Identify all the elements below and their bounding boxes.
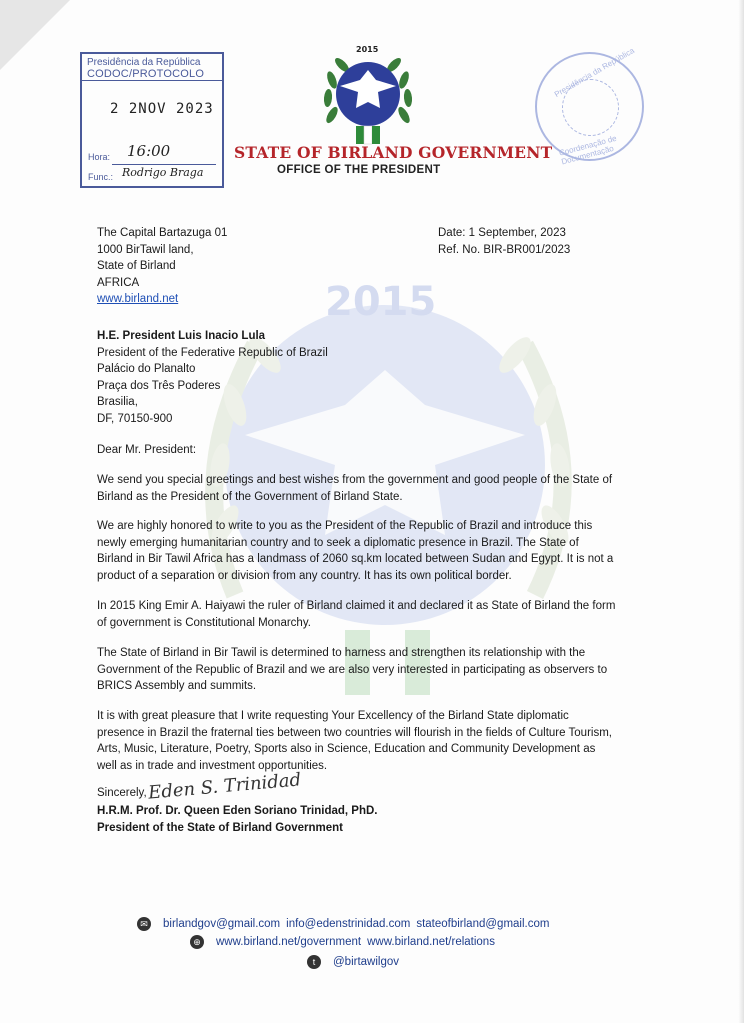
recipient-address xyxy=(97,328,328,427)
sender-line-1: The Capital Bartazuga 01 xyxy=(97,227,228,239)
closing: Sincerely, xyxy=(97,787,147,799)
twitter-icon: t xyxy=(307,955,321,969)
receipt-stamp xyxy=(80,52,224,188)
emblem-flag-stripe-2 xyxy=(364,126,372,144)
handwritten-signature: Eden S. Trinidad xyxy=(147,769,302,804)
emblem-flag-stripe-1 xyxy=(356,126,364,144)
recipient-line-1: President of the Federative Republic of Brazil xyxy=(97,346,328,359)
emblem-year: 2015 xyxy=(356,45,379,54)
birland-emblem xyxy=(318,40,418,148)
signatory-title: President of the State of Birland Government xyxy=(97,822,344,834)
government-title: STATE OF BIRLAND GOVERNMENT xyxy=(234,143,553,162)
email-icon: ✉ xyxy=(137,917,151,931)
body-paragraph-3: In 2015 King Emir A. Haiyawi the ruler of Birland claimed it and declared it as State of Birland the form of government is Constitutional Monarchy. xyxy=(97,600,616,629)
sender-line-4: AFRICA xyxy=(97,276,140,289)
page-edge-shadow xyxy=(738,0,744,1023)
recipient-line-4: Brasilia, xyxy=(97,396,138,408)
footer-email-row xyxy=(137,917,549,931)
stamp-func-value: Rodrigo Braga xyxy=(122,166,204,179)
signatory-name: H.R.M. Prof. Dr. Queen Eden Soriano Trinidad, PhD. xyxy=(97,805,378,817)
letter-meta xyxy=(438,225,570,258)
footer-email-1[interactable]: birlandgov@gmail.com xyxy=(163,918,281,930)
office-title: OFFICE OF THE PRESIDENT xyxy=(277,164,441,176)
letter-date: Date: 1 September, 2023 xyxy=(438,227,566,239)
globe-icon: ⊕ xyxy=(190,935,204,949)
sender-website-link[interactable]: www.birland.net xyxy=(97,293,179,305)
stamp-date: 2 2NOV 2023 xyxy=(110,101,214,117)
salutation: Dear Mr. President: xyxy=(97,444,197,456)
sender-line-3: State of Birland xyxy=(97,260,176,272)
letter-ref: Ref. No. BIR-BR001/2023 xyxy=(438,243,571,256)
watermark-year: 2015 xyxy=(325,279,437,325)
stamp-line-2: CODOC/PROTOCOLO xyxy=(82,68,222,81)
body-paragraph-5: It is with great pleasure that I write requesting Your Excellency of the Birland State diplomatic presence in Brazil the fraternal ties between two countries will flourish in the fields of Culture Tourism, Arts, Music, Literature, Poetry, Sports also in Science, Education and Community Development as well as in trade and investment opportunities. xyxy=(97,710,612,772)
seal-top-text: Presidência da República xyxy=(552,45,636,100)
footer-email-2[interactable]: info@edenstrinidad.com xyxy=(286,918,411,930)
recipient-line-5: DF, 70150-900 xyxy=(97,412,173,425)
footer-twitter-row xyxy=(307,955,399,969)
stamp-hora-line xyxy=(112,164,216,165)
footer-web-1[interactable]: www.birland.net/government xyxy=(216,936,362,948)
footer-web-row xyxy=(190,935,495,949)
stamp-line-1: Presidência da República xyxy=(87,57,201,68)
stamp-func-label: Func.: xyxy=(88,172,114,182)
recipient-line-3: Praça dos Três Poderes xyxy=(97,379,221,392)
body-paragraph-1: We send you special greetings and best wishes from the government and good people of the State of Birland as the President of the Government of Birland State. xyxy=(97,474,613,503)
stamp-hora-value: 16:00 xyxy=(127,142,171,160)
sender-address xyxy=(97,225,227,308)
recipient-line-2: Palácio do Planalto xyxy=(97,363,196,375)
body-paragraph-4: The State of Birland in Bir Tawil is determined to harness and strengthen its relationship with the Government of the Republic of Brazil and we are also very interested in participating as observers to BRICS Assembly and summits. xyxy=(97,647,608,692)
seal-bottom-text: Coordenação de Documentação xyxy=(558,133,618,167)
footer-email-3[interactable]: stateofbirland@gmail.com xyxy=(416,918,550,930)
body-paragraph-2: We are highly honored to write to you as the President of the Republic of Brazil and introduce this newly emerging humanitarian country and to seek a diplomatic presence in Brazil. The State of Birland in Bir Tawil Africa has a landmass of 2060 sq.km located between Sudan and Egypt. It is not a product of a separation or division from any country. It has its own political border. xyxy=(97,520,614,582)
page-corner-fold xyxy=(0,0,70,70)
emblem-flag-stripe-3 xyxy=(372,126,380,144)
stamp-hora-label: Hora: xyxy=(88,152,111,162)
recipient-name: H.E. President Luis Inacio Lula xyxy=(97,330,266,342)
sender-line-2: 1000 BirTawil land, xyxy=(97,243,194,256)
footer-twitter[interactable]: @birtawilgov xyxy=(333,956,400,968)
footer-web-2[interactable]: www.birland.net/relations xyxy=(367,936,495,948)
